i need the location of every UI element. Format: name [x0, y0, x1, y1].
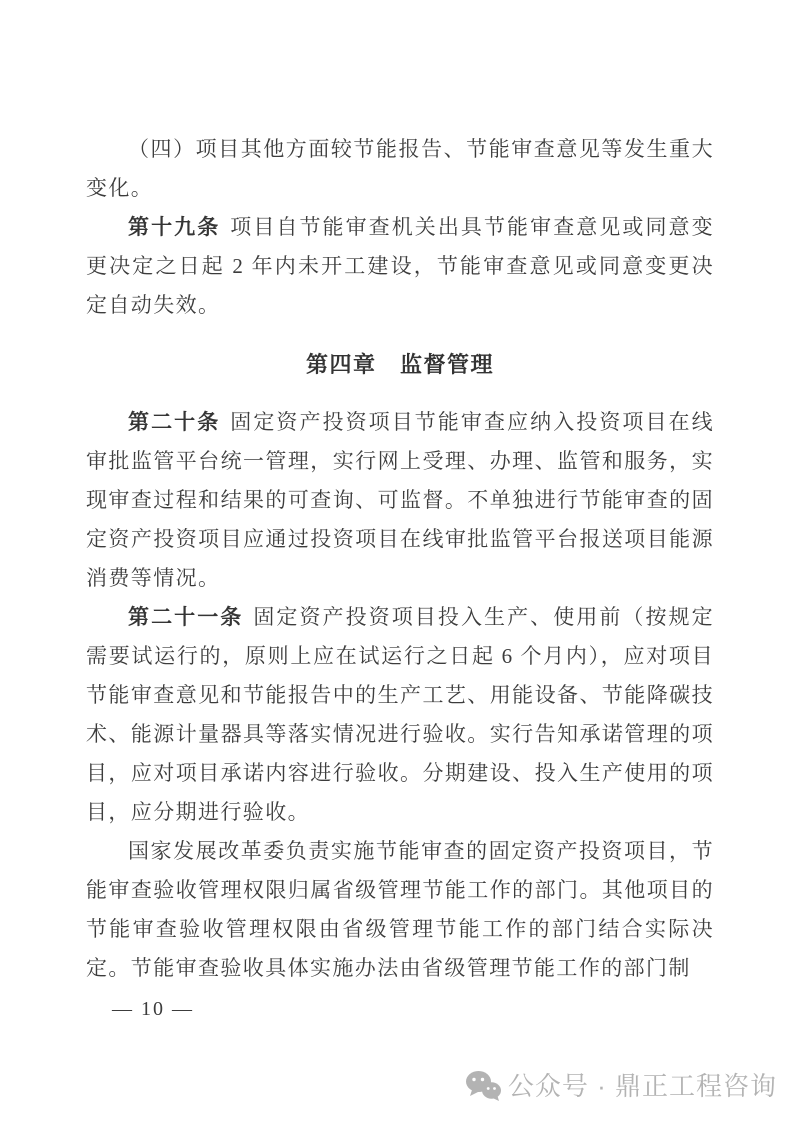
paragraph-text: 国家发展改革委负责实施节能审查的固定资产投资项目，节能审查验收管理权限归属省级管理节能工作的部门。其他项目的节能审查验收管理权限由省级管理节能工作的部门结合实际决定。节能审查验收具体实施办法由省级管理节能工作的部门制 [86, 839, 714, 980]
paragraph-text: （四）项目其他方面较节能报告、节能审查意见等发生重大变化。 [86, 137, 714, 200]
wechat-icon [465, 1070, 501, 1102]
paragraph-text: 项目自节能审查机关出具节能审查意见或同意变更决定之日起 2 年内未开工建设，节能审查意见或同意变更决定自动失效。 [86, 215, 714, 317]
paragraph-text: 固定资产投资项目投入生产、使用前（按规定需要试运行的，原则上应在试运行之日起 6 个月内），应对项目节能审查意见和节能报告中的生产工艺、用能设备、节能降碳技术、能源计量器具等落实情况进行验收。实行告知承诺管理的项目，应对项目承诺内容进行验收。分期建设、投入生产使用的项目，应分期进行验收。 [86, 605, 715, 824]
watermark-text: 公众号 · 鼎正工程咨询 [507, 1071, 777, 1101]
watermark [465, 1068, 777, 1104]
paragraph-text: 固定资产投资项目节能审查应纳入投资项目在线审批监管平台统一管理，实行网上受理、办理、监管和服务，实现审查过程和结果的可查询、可监督。不单独进行节能审查的固定资产投资项目应通过投资项目在线审批监管平台报送项目能源消费等情况。 [86, 410, 714, 590]
paragraph-article-19 [86, 208, 714, 325]
chapter-heading: 第四章 监督管理 [305, 352, 494, 377]
paragraph-article-21 [86, 598, 714, 832]
paragraph-continuation [86, 832, 714, 988]
article-20-label: 第二十条 [128, 411, 221, 434]
paragraph-clause-4 [86, 130, 714, 208]
paragraph-article-20 [86, 403, 714, 598]
document-body [86, 130, 714, 988]
article-19-label: 第十九条 [128, 216, 221, 239]
page-number: — 10 — [112, 998, 194, 1020]
article-21-label: 第二十一条 [128, 606, 244, 629]
